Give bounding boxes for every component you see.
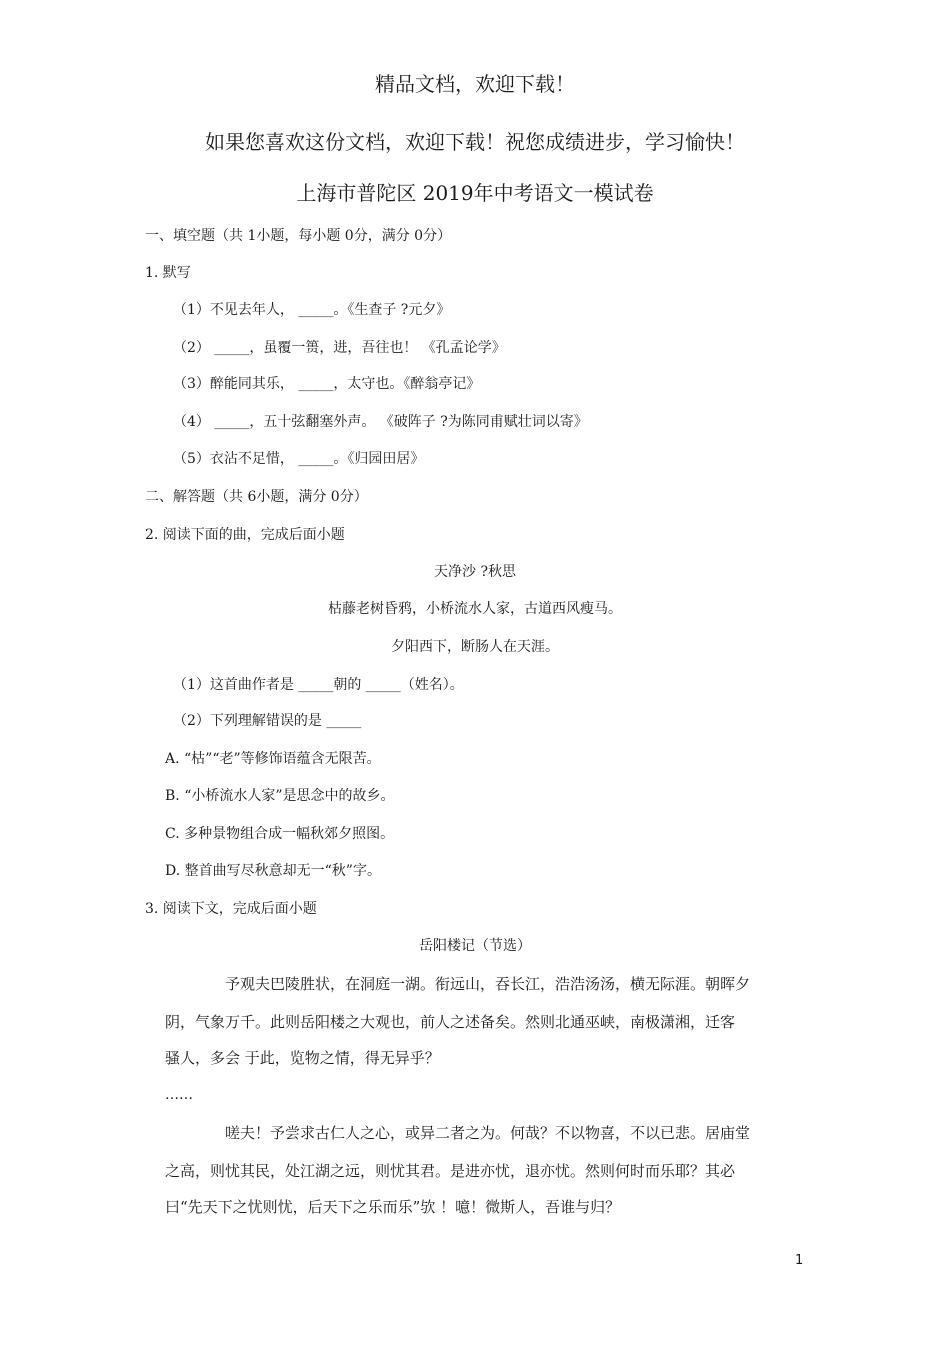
passage-ellipsis: ……: [165, 1087, 193, 1103]
passage-line: 予观夫巴陵胜状，在洞庭一湖。衔远山，吞长江，浩浩汤汤，横无际涯。朝晖夕: [225, 975, 751, 993]
passage-line: 阴，气象万千。此则岳阳楼之大观也，前人之述备矣。然则北通巫峡，南极潇湘，迁客: [165, 1013, 736, 1031]
q2-option: B. “小桥流水人家”是思念中的故乡。: [165, 788, 395, 804]
q1-item: （4） _____，五十弦翻塞外声。 《破阵子 ?为陈同甫赋壮词以寄》: [173, 414, 588, 430]
q2-sub1: （1）这首曲作者是 _____朝的 _____（姓名）。: [173, 677, 464, 693]
q2-option: C. 多种景物组合成一幅秋郊夕照图。: [165, 826, 395, 842]
page-number: 1: [795, 1253, 804, 1268]
section1-heading: 一、填空题（共 1小题，每小题 0分，满分 0分）: [145, 228, 452, 244]
q2-sub2: （2）下列理解错误的是 _____: [173, 713, 362, 729]
question3-stem: 3. 阅读下文，完成后面小题: [145, 901, 317, 917]
poem-title: 天净沙 ?秋思: [434, 564, 516, 580]
passage-line: 骚人，多会 于此，览物之情，得无异乎？: [165, 1049, 440, 1067]
banner-text: 精品文档，欢迎下载！: [375, 72, 575, 96]
exam-title: 上海市普陀区 2019年中考语文一模试卷: [296, 181, 654, 205]
poem-line: 枯藤老树昏鸦，小桥流水人家，古道西风瘦马。: [328, 601, 622, 617]
question2-stem: 2. 阅读下面的曲，完成后面小题: [145, 527, 345, 543]
poem-line: 夕阳西下，断肠人在天涯。: [391, 639, 559, 655]
passage-title: 岳阳楼记（节选）: [419, 938, 531, 954]
section2-heading: 二、解答题（共 6小题，满分 0分）: [145, 489, 368, 505]
q1-item: （5）衣沾不足惜， _____。《归园田居》: [173, 451, 425, 467]
welcome-text: 如果您喜欢这份文档，欢迎下载！祝您成绩进步，学习愉快！: [205, 130, 745, 154]
q1-item: （1）不见去年人， _____。《生查子 ?元夕》: [173, 302, 451, 318]
passage-line: 曰“先天下之忧则忧，后天下之乐而乐”欤 ！噫！微斯人，吾谁与归？: [165, 1198, 621, 1216]
question1-stem: 1. 默写: [145, 265, 191, 281]
passage-line: 嗟夫！予尝求古仁人之心，或异二者之为。何哉？不以物喜，不以已悲。居庙堂: [225, 1124, 751, 1142]
q2-option: A. “枯”“老”等修饰语蕴含无限苦。: [165, 751, 381, 767]
q1-item: （3）醉能同其乐， _____，太守也。《醉翁亭记》: [173, 376, 481, 392]
q1-item: （2） _____，虽覆一篑，进，吾往也！ 《孔孟论学》: [173, 340, 506, 356]
q2-option: D. 整首曲写尽秋意却无一“秋”字。: [165, 863, 381, 879]
passage-line: 之高，则忧其民，处江湖之远，则忧其君。是进亦忧，退亦忧。然则何时而乐耶？其必: [165, 1162, 736, 1180]
